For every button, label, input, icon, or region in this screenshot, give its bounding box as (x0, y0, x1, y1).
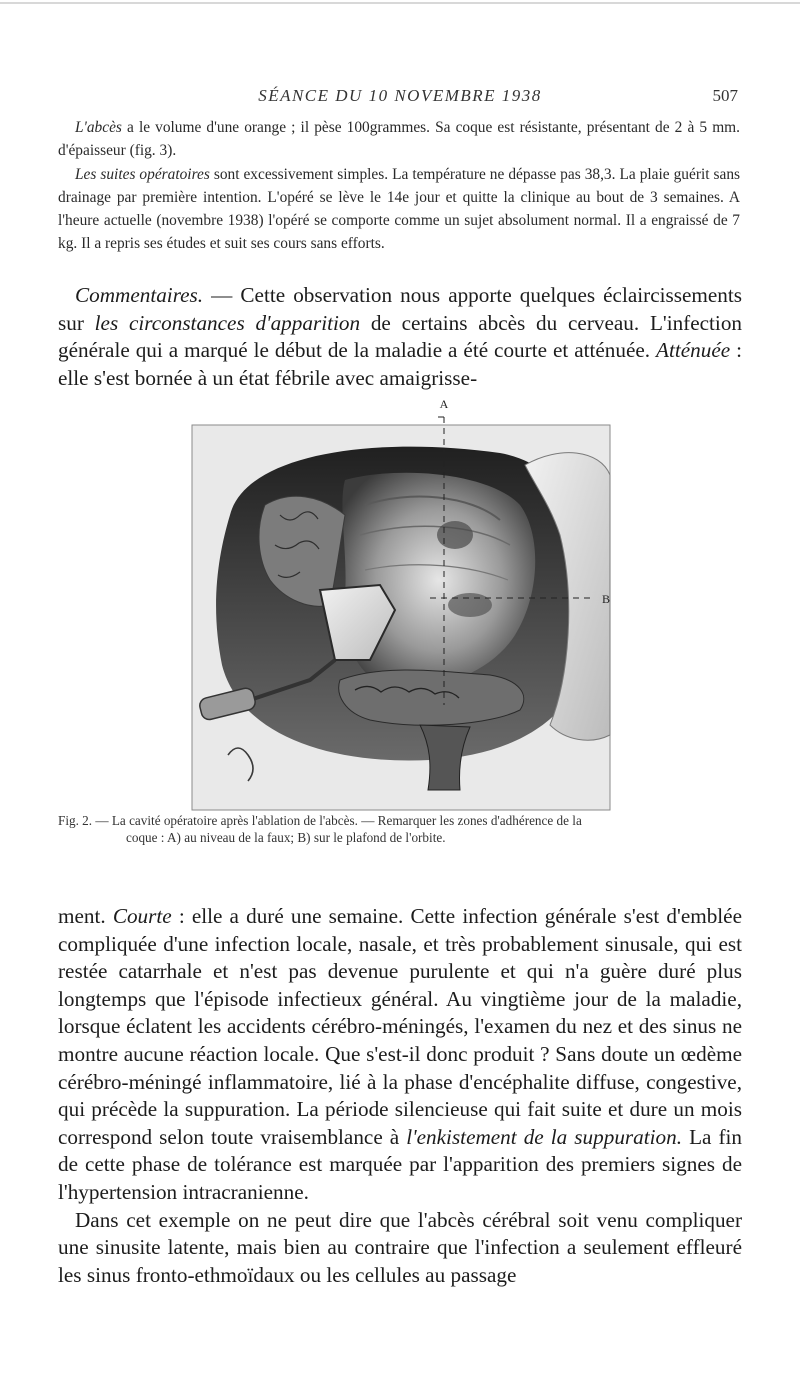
commentary-paragraph (58, 282, 742, 392)
scan-top-edge (0, 2, 800, 4)
abscess-paragraph (58, 116, 740, 163)
label-b: B (602, 592, 611, 606)
case-report-end (58, 116, 740, 256)
discussion-paragraph (58, 903, 742, 1207)
adhesion-zone-b (448, 593, 492, 617)
postoperative-paragraph (58, 163, 740, 256)
commentary-text-1: — Cette observation nous apporte quelques éclaircissements sur (58, 283, 742, 335)
figure-caption (58, 812, 742, 846)
page-number: 507 (712, 86, 738, 105)
commentary-label: Commentaires. (75, 283, 204, 307)
abscess-text: a le volume d'une orange ; il pèse 100grammes. Sa coque est résistante, présentant de 2 à 5 mm. d'épaisseur (fig. 3). (58, 119, 740, 160)
running-header (0, 86, 800, 108)
postoperative-term: Les suites opératoires (75, 165, 210, 183)
brain-tissue-lower (339, 670, 524, 725)
continuation-text-1: ment. (58, 904, 113, 928)
surgical-illustration (170, 395, 630, 815)
continuation-italic-2: l'enkistement de la suppuration. (406, 1124, 683, 1149)
continuation-italic-1: Courte (112, 904, 172, 928)
label-a: A (439, 397, 449, 411)
header-title: SÉANCE DU 10 NOVEMBRE 1938 (258, 86, 542, 105)
discussion-section (58, 903, 742, 1289)
adhesion-zone-a (437, 521, 473, 549)
continuation-text-2: : elle a duré une semaine. Cette infection générale s'est d'emblée compliquée d'une infection locale, nasale, et très probablement sinusale, qui est restée catarrhale et n'est pas devenue purulente et qui n'a guère duré plus longtemps que l'épisode infectieux général. Au vingtième jour de la maladie, lorsque éclatent les accidents cérébro-méningés, l'examen du nez et des sinus ne montre aucune réaction locale. Que s'est-il donc produit ? Sans doute un œdème cérébro-méningé inflammatoire, lié à la phase d'encéphalite diffuse, congestive, qui précède la suppuration. La période silencieuse qui fait suite et dure un mois correspond selon toute vraisemblance à (58, 904, 742, 1149)
continuation-text-3: La fin de cette phase de tolérance est marquée par l'apparition des premiers signes de l'hypertension intracranienne. (58, 1124, 742, 1204)
caption-line-2: coque : A) au niveau de la faux; B) sur le plafond de l'orbite. (126, 830, 446, 845)
commentary-italic-1: les circonstances d'apparition (94, 310, 361, 335)
abscess-term: L'abcès (75, 119, 122, 136)
caption-line-1: Fig. 2. — La cavité opératoire après l'ablation de l'abcès. — Remarquer les zones d'adhérence de la (58, 813, 582, 828)
final-paragraph: Dans cet exemple on ne peut dire que l'abcès cérébral soit venu compliquer une sinusite latente, mais bien au contraire que l'infection a seulement effleuré les sinus fronto-ethmoïdaux ou les cellules au passage (58, 1207, 742, 1287)
commentary-text-3: : elle s'est bornée à un état fébrile avec amaigrisse- (58, 338, 742, 390)
commentary-section (58, 282, 742, 392)
commentary-text-2: de certains abcès du cerveau. L'infection générale qui a marqué le début de la maladie a été courte et atténuée. (58, 310, 743, 363)
commentary-italic-2: Atténuée (656, 338, 731, 363)
postoperative-text: sont excessivement simples. La température ne dépasse pas 38,3. La plaie guérit sans drainage par première intention. L'opéré se lève le 14e jour et quitte la clinique au bout de 3 semaines. A l'heure actuelle (novembre 1938) l'opéré se comporte comme un sujet absolument normal. Il a engraissé de 7 kg. Il a repris ses études et suit ses cours sans efforts. (58, 165, 741, 253)
